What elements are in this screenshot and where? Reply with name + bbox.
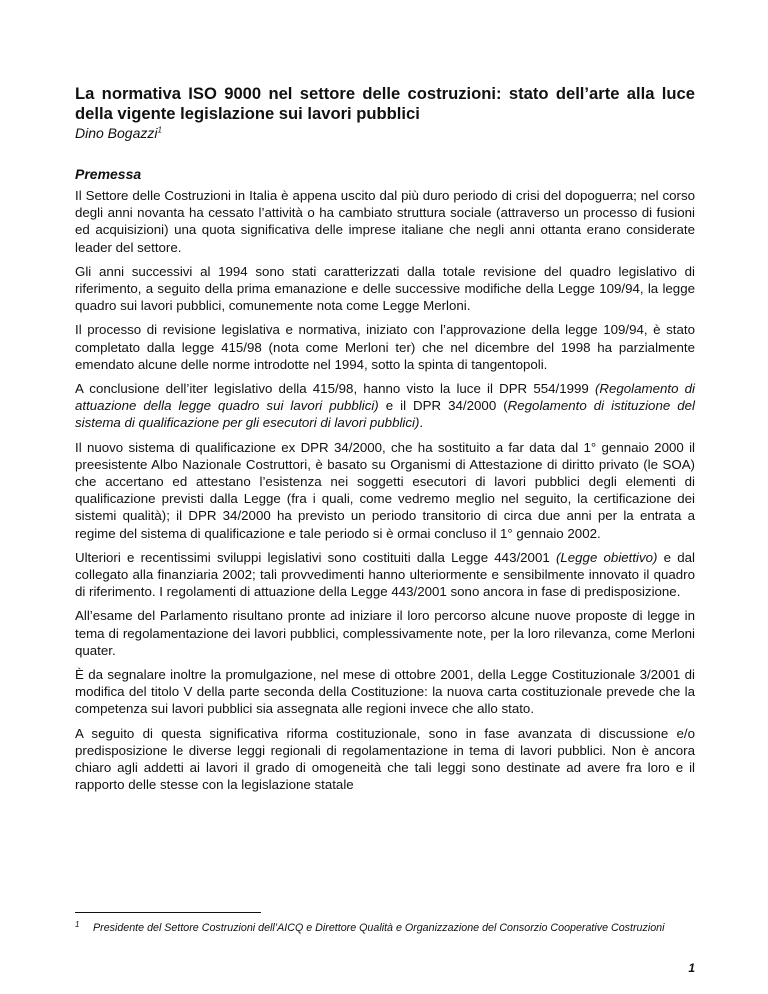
paragraph-6-text-c: e dal collegato alla finanziaria 2002; tali provvedimenti hanno ulteriormente e sensibilmente innovato il quadro di riferimento. I regolamenti di attuazione della Legge 443/2001 sono ancora in fase di predisposizione. — [75, 549, 695, 600]
paragraph-4-text-a: A conclusione dell’iter legislativo della 415/98, hanno visto la luce il DPR 554/1999 — [75, 381, 595, 397]
footnote — [75, 921, 695, 935]
document-title: La normativa ISO 9000 nel settore delle costruzioni: stato dell’arte alla luce della vigente legislazione sui lavori pubblici — [75, 84, 695, 123]
footnote-mark: 1 — [75, 920, 80, 929]
paragraph-2: Gli anni successivi al 1994 sono stati caratterizzati dalla totale revisione del quadro legislativo di riferimento, a seguito della prima emanazione e delle successive modifiche della Legge 109/94, la legge quadro sui lavori pubblici, comunemente nota come Legge Merloni. — [75, 263, 695, 314]
page-body — [75, 84, 695, 801]
paragraph-6-text-a: Ulteriori e recentissimi sviluppi legislativi sono costituiti dalla Legge 443/2001 — [75, 549, 556, 565]
paragraph-4 — [75, 380, 695, 432]
paragraph-9: A seguito di questa significativa riforma costituzionale, sono in fase avanzata di discussione e/o predisposizione le diverse leggi regionali di regolamentazione in tema di lavori pubblici. Non è ancora chiaro agli addetti ai lavori il grado di omogeneità che tali leggi sono destinate ad avere fra loro e il rapporto delle stesse con la legislazione statale — [75, 725, 695, 793]
paragraph-1: Il Settore delle Costruzioni in Italia è appena uscito dal più duro periodo di crisi del dopoguerra; nel corso degli anni novanta ha cessato l’attività o ha cambiato struttura sociale (attraverso un processo di fusioni ed acquisizioni) una quota significativa delle imprese italiane che negli anni ottanta erano considerate leader del settore. — [75, 188, 695, 255]
paragraph-7: All’esame del Parlamento risultano pronte ad iniziare il loro percorso alcune nuove proposte di legge in tema di regolamentazione dei lavori pubblici, complessivamente note, per la loro rilevanza, come Merloni quater. — [75, 608, 695, 658]
page-number: 1 — [688, 961, 695, 975]
paragraph-4-italic-d: Regolamento di istituzione del sistema di qualificazione per gli esecutori di lavori pubblici) — [75, 398, 695, 431]
author-footnote-mark[interactable]: 1 — [157, 125, 162, 135]
paragraph-4-italic-b: (Regolamento di attuazione della legge quadro sui lavori pubblici) — [75, 381, 695, 414]
author-name: Dino Bogazzi — [75, 125, 158, 141]
paragraph-4-text-e: . — [419, 415, 424, 431]
paragraph-8: È da segnalare inoltre la promulgazione, nel mese di ottobre 2001, della Legge Costituzionale 3/2001 di modifica del titolo V della parte seconda della Costituzione: la nuova carta costituzionale prevede che la competenza sui lavori pubblici sia assegnata alle regioni invece che allo stato. — [75, 667, 695, 717]
section-heading: Premessa — [75, 166, 142, 182]
footnote-text: Presidente del Settore Costruzioni dell’AICQ e Direttore Qualità e Organizzazione del Consorzio Cooperative Costruzioni — [93, 922, 665, 934]
author-line — [75, 125, 695, 142]
paragraph-5: Il nuovo sistema di qualificazione ex DPR 34/2000, che ha sostituito a far data dal 1° gennaio 2000 il preesistente Albo Nazionale Costruttori, è basato su Organismi di Attestazione di diritto privato (le SOA) che accertano ed attestano l’esistenza nei soggetti esecutori di lavori pubblici degli elementi di qualificazione previsti dalla Legge (fra i quali, come vedremo meglio nel seguito, la certificazione dei sistemi qualità); il DPR 34/2000 ha previsto un periodo transitorio di circa due anni per la entrata a regime del sistema di qualificazione e tale periodo si è ormai concluso il 1° gennaio 2002. — [75, 439, 695, 541]
paragraph-6-italic-b: (Legge obiettivo) — [555, 549, 658, 565]
footnote-separator — [75, 912, 261, 913]
paragraph-4-text-c: e il DPR 34/2000 ( — [378, 398, 508, 414]
paragraph-3: Il processo di revisione legislativa e normativa, iniziato con l’approvazione della legge 109/94, è stato completato dalla legge 415/98 (nota come Merloni ter) che nel dicembre del 1998 ha parzialmente emendato alcune delle norme introdotte nel 1994, sotto la spinta di tangentopoli. — [75, 322, 695, 372]
paragraph-6 — [75, 549, 695, 601]
